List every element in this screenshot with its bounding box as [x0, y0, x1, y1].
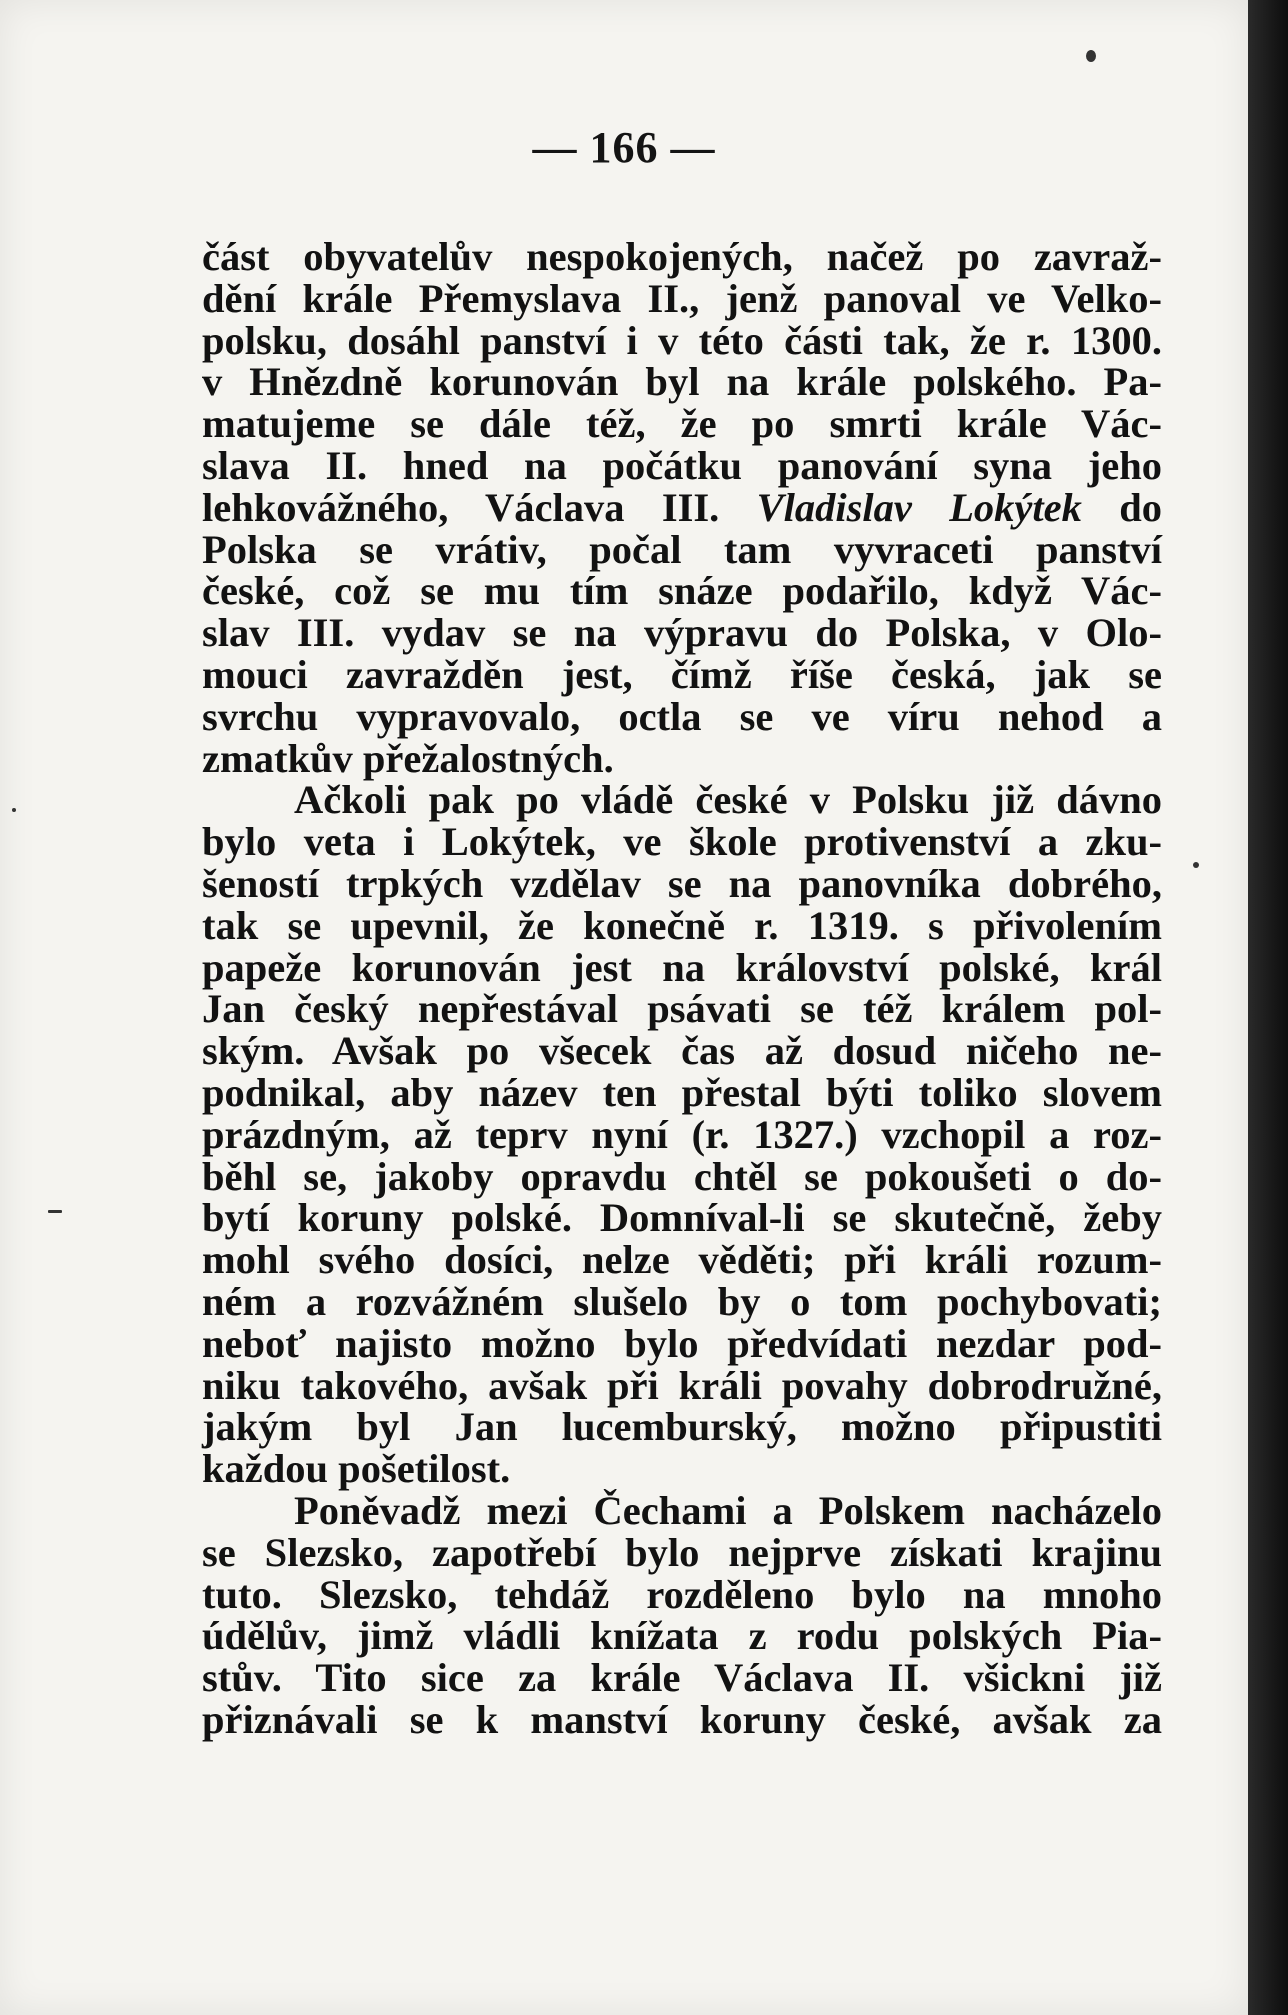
scan-speck [1086, 50, 1096, 62]
text-line: údělův, jimž vládli knížata z rodu polských Pia- [202, 1613, 1162, 1659]
text-line: podnikal, aby název ten přestal býti toliko slovem [202, 1069, 1162, 1115]
text-line: Poněvadž mezi Čechami a Polskem nacházelo [294, 1487, 1162, 1533]
page-text [202, 236, 1162, 1741]
text-line: v Hnězdně korunován byl na krále polského. Pa- [202, 359, 1162, 405]
text-line: svrchu vypravovalo, octla se ve víru nehod a [202, 693, 1162, 739]
text-line: bylo veta i Lokýtek, ve škole protivenství a zku- [202, 819, 1162, 865]
text-line: zmatkův přežalostných. [202, 735, 614, 781]
scan-speck [1193, 862, 1199, 868]
text-line: každou pošetilost. [202, 1446, 511, 1492]
text-line: Jan český nepřestával psávati se též králem pol- [202, 986, 1162, 1032]
text-run: lehkovážného, Václava III. [202, 484, 720, 530]
text-line: slava II. hned na počátku panování syna jeho [202, 442, 1162, 488]
text-line: šeností trpkých vzdělav se na panovníka dobrého, [202, 860, 1162, 906]
text-line: tuto. Slezsko, tehdáž rozděleno bylo na mnoho [202, 1571, 1162, 1617]
scan-speck [48, 1210, 62, 1213]
text-line: české, což se mu tím snáze podařilo, když Vác- [202, 568, 1162, 614]
text-line: ským. Avšak po všecek čas až dosud ničeho ne- [202, 1028, 1162, 1074]
text-line: neboť najisto možno bylo předvídati nezdar pod- [202, 1320, 1162, 1366]
text-run: do [1119, 484, 1163, 530]
text-line: polsku, dosáhl panství i v této části tak, že r. 1300. [202, 317, 1162, 363]
scan-speck [12, 808, 16, 812]
text-line: mohl svého dosíci, nelze věděti; při králi rozum- [202, 1237, 1162, 1283]
emphasized-name: Vladislav Lokýtek [756, 484, 1082, 530]
text-line: papeže korunován jest na království polské, král [202, 944, 1162, 990]
text-line: Ačkoli pak po vládě české v Polsku již dávno [294, 777, 1162, 823]
text-line: stův. Tito sice za krále Václava II. všickni již [202, 1655, 1162, 1701]
paragraph [202, 236, 1162, 779]
text-line [202, 484, 1163, 530]
text-line: přiznávali se k manství koruny české, avšak za [202, 1696, 1162, 1742]
text-line: matujeme se dále též, že po smrti krále Vác- [202, 401, 1162, 447]
text-line: slav III. vydav se na výpravu do Polska, v Olo- [202, 610, 1162, 656]
page-number: — 166 — [532, 123, 716, 172]
text-line: jakým byl Jan lucemburský, možno připustiti [202, 1404, 1162, 1450]
paragraph [202, 779, 1162, 1490]
text-line: běhl se, jakoby opravdu chtěl se pokoušeti o do- [202, 1153, 1162, 1199]
text-line: ném a rozvážném slušelo by o tom pochybovati; [202, 1278, 1162, 1324]
text-line: dění krále Přemyslava II., jenž panoval ve Velko- [202, 275, 1162, 321]
text-line: část obyvatelův nespokojených, načež po zavraž- [202, 234, 1162, 279]
page-edge-shadow [1248, 0, 1288, 2015]
text-line: Polska se vrátiv, počal tam vyvraceti panství [202, 526, 1162, 572]
text-line: bytí koruny polské. Domníval-li se skutečně, žeby [202, 1195, 1162, 1241]
text-line: se Slezsko, zapotřebí bylo nejprve získati krajinu [202, 1529, 1162, 1575]
text-line: prázdným, až teprv nyní (r. 1327.) vzchopil a roz- [202, 1111, 1162, 1157]
text-line: tak se upevnil, že konečně r. 1319. s přivolením [202, 902, 1162, 948]
text-line: niku takového, avšak při králi povahy dobrodružné, [202, 1362, 1162, 1408]
text-line: mouci zavražděn jest, čímž říše česká, jak se [202, 651, 1162, 697]
paragraph [202, 1487, 1162, 1742]
